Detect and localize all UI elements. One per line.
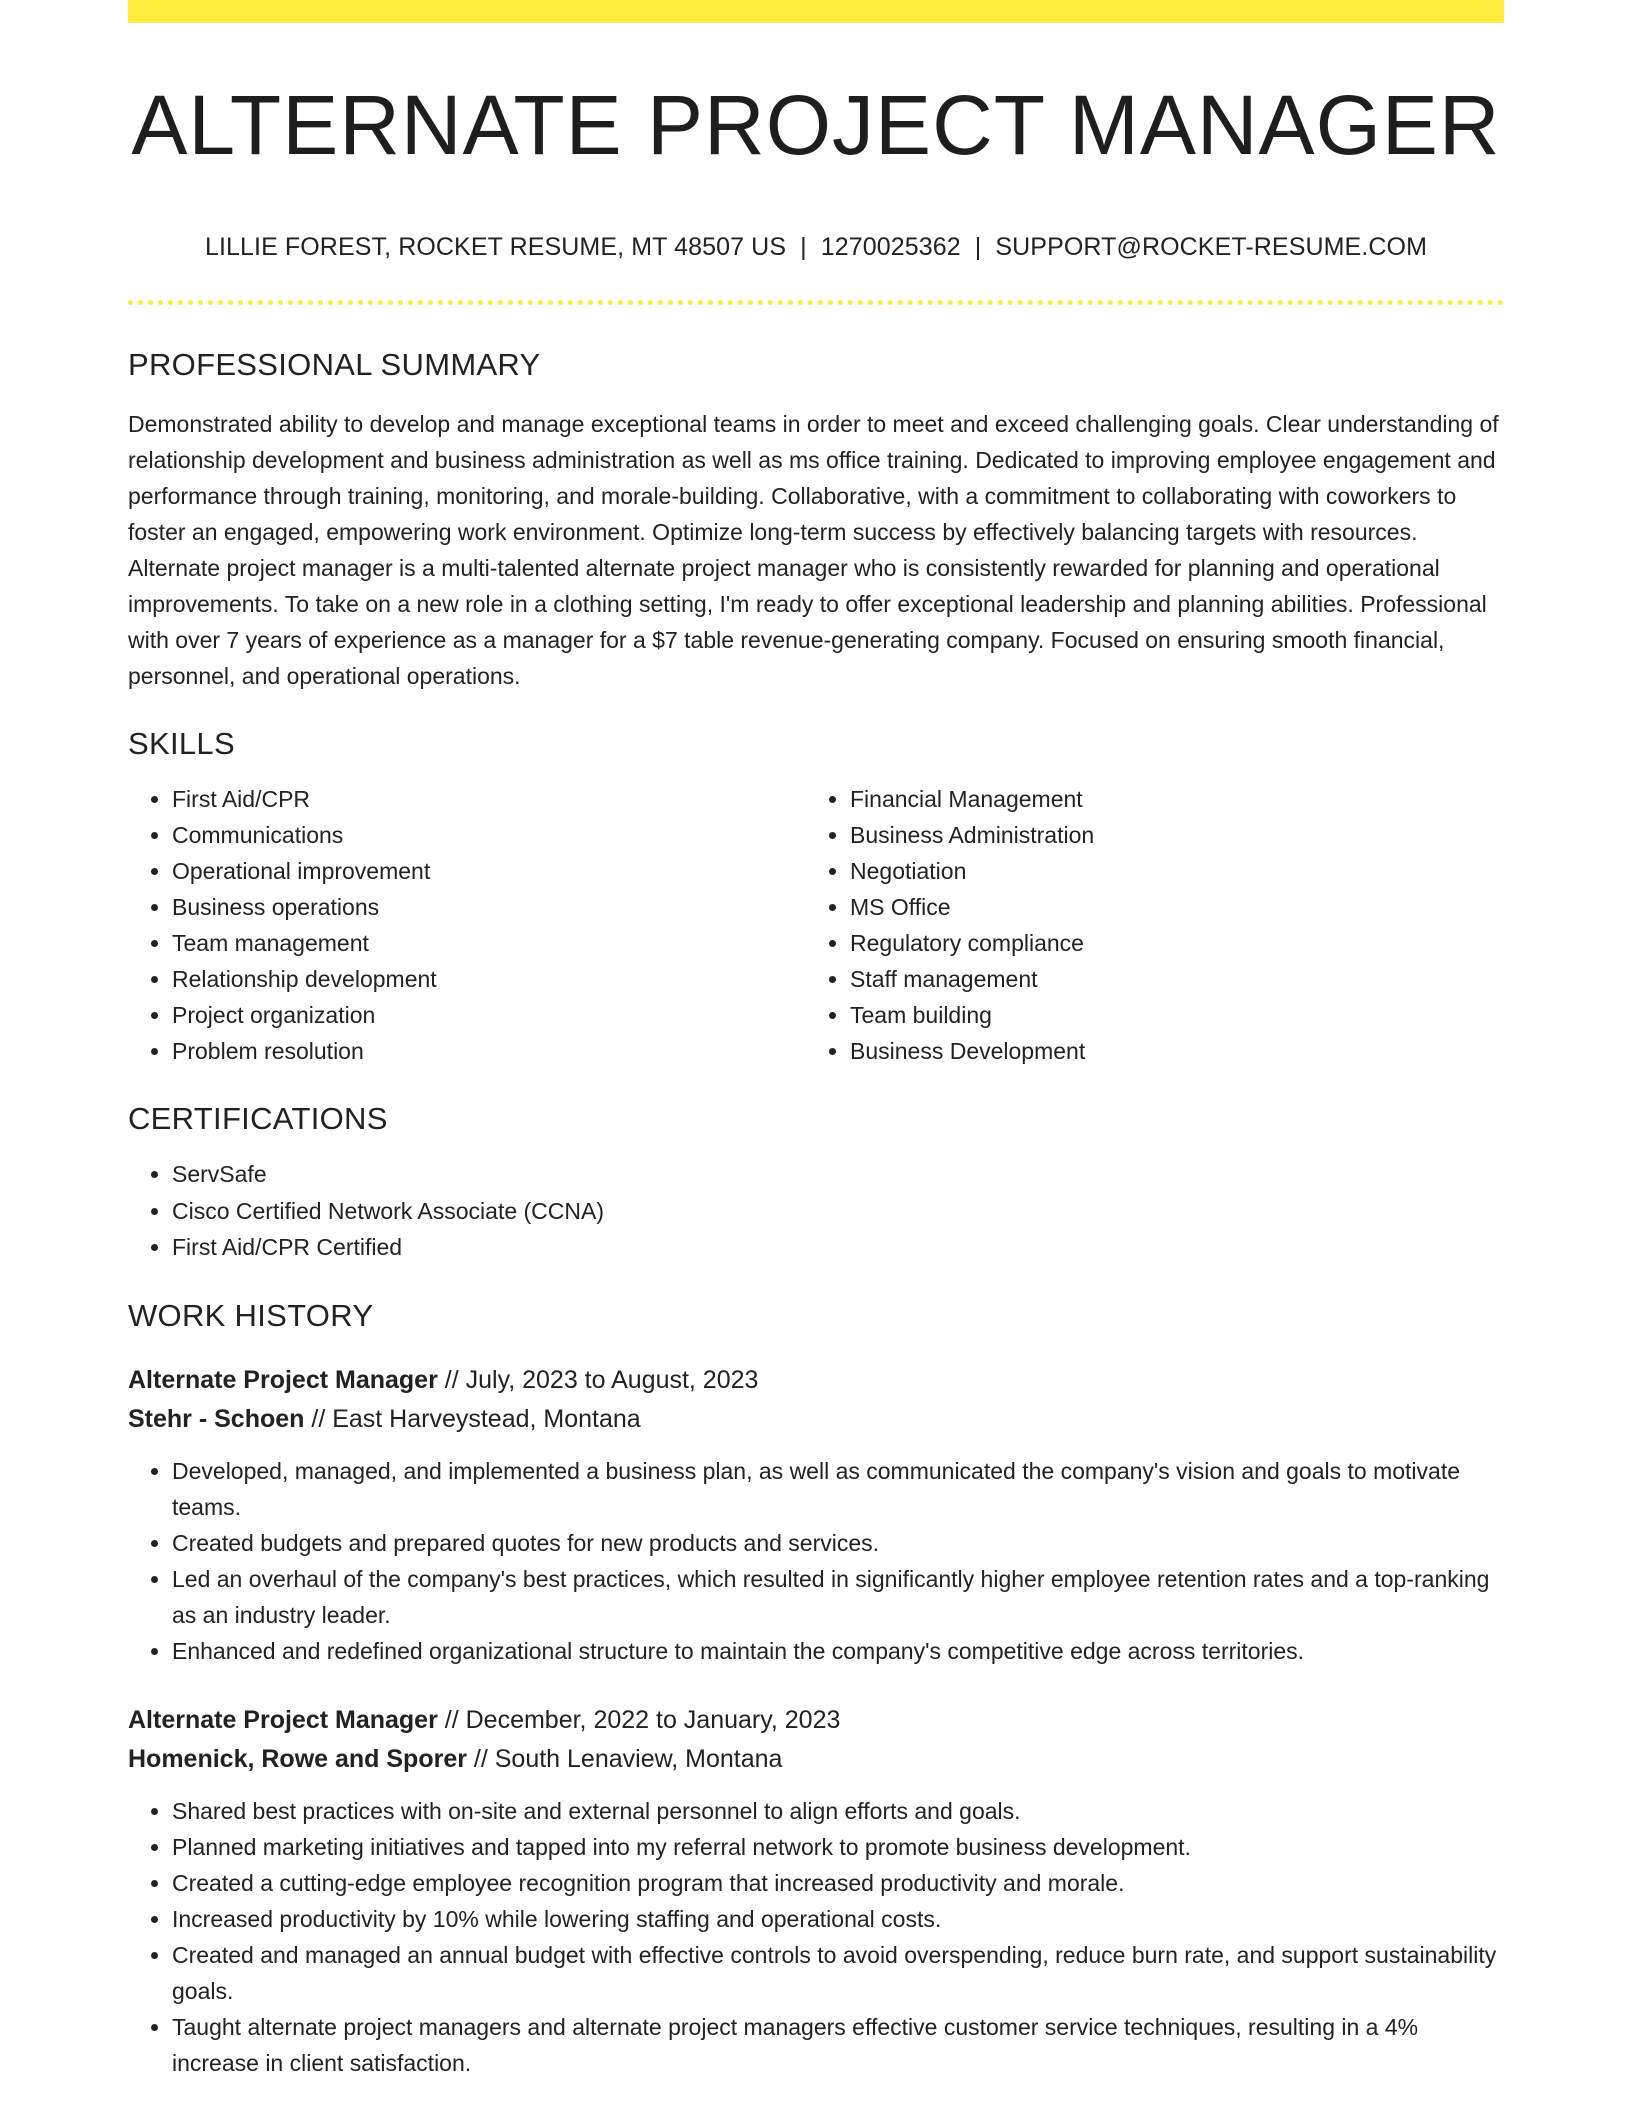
job-entry <box>128 1361 1504 1669</box>
resume-page <box>128 0 1504 2081</box>
job-dates: // December, 2022 to January, 2023 <box>437 1705 841 1734</box>
skill-item: • MS Office <box>850 889 1504 925</box>
skills-list-right <box>806 781 1504 1069</box>
job-entry <box>128 1701 1504 2081</box>
contact-separator: | <box>974 233 982 261</box>
job-location: // East Harveystead, Montana <box>304 1404 641 1433</box>
job-dates: // July, 2023 to August, 2023 <box>437 1365 759 1394</box>
skill-item: • Negotiation <box>850 853 1504 889</box>
job-bullet: • Created budgets and prepared quotes for new products and services. <box>172 1525 1504 1561</box>
job-company-line <box>128 1740 1504 1779</box>
skill-item: • Business Administration <box>850 817 1504 853</box>
job-bullet: • Created and managed an annual budget with effective controls to avoid overspending, reduce burn rate, and support sustainability goals. <box>172 1937 1504 2009</box>
skills-list-left <box>128 781 806 1069</box>
contact-phone: 1270025362 <box>820 233 961 261</box>
skill-item: • Team building <box>850 997 1504 1033</box>
job-bullet: • Planned marketing initiatives and tapped into my referral network to promote business development. <box>172 1829 1504 1865</box>
job-bullet: • Created a cutting-edge employee recognition program that increased productivity and morale. <box>172 1865 1504 1901</box>
skill-item: • Staff management <box>850 961 1504 997</box>
work-history-heading: WORK HISTORY <box>128 1297 374 1333</box>
skills-heading: SKILLS <box>128 726 235 761</box>
page-title: ALTERNATE PROJECT MANAGER <box>131 78 1501 172</box>
job-title: Alternate Project Manager <box>128 1365 438 1394</box>
skill-item: • Regulatory compliance <box>850 925 1504 961</box>
job-title-line <box>128 1701 1504 1740</box>
skill-item: • Operational improvement <box>172 853 806 889</box>
skill-item: • Team management <box>172 925 806 961</box>
job-bullet: • Shared best practices with on-site and external personnel to align efforts and goals. <box>172 1793 1504 1829</box>
certification-item: • ServSafe <box>172 1156 1504 1193</box>
job-bullet: • Led an overhaul of the company's best practices, which resulted in significantly higher employee retention rates and a top-ranking as an industry leader. <box>172 1561 1504 1633</box>
job-bullets <box>128 1453 1504 1669</box>
job-company-line <box>128 1400 1504 1439</box>
skill-item: • Communications <box>172 817 806 853</box>
certification-item: • Cisco Certified Network Associate (CCNA) <box>172 1193 1504 1230</box>
accent-top-bar <box>128 0 1504 23</box>
certifications-heading: CERTIFICATIONS <box>128 1101 388 1136</box>
contact-separator: | <box>800 233 807 261</box>
certifications-list <box>128 1156 1504 1266</box>
skill-item: • Problem resolution <box>172 1033 806 1069</box>
skill-item: • Project organization <box>172 997 806 1033</box>
contact-line <box>128 235 1504 260</box>
dotted-divider <box>128 300 1504 305</box>
skill-item: • Business Development <box>850 1033 1504 1069</box>
contact-address: LILLIE FOREST, ROCKET RESUME, MT 48507 US <box>204 233 787 261</box>
summary-heading: PROFESSIONAL SUMMARY <box>128 347 541 382</box>
certification-item: • First Aid/CPR Certified <box>172 1229 1504 1266</box>
job-bullet: • Enhanced and redefined organizational structure to maintain the company's competitive edge across territories. <box>172 1633 1504 1669</box>
job-title: Alternate Project Manager <box>128 1705 438 1734</box>
job-bullet: • Increased productivity by 10% while lowering staffing and operational costs. <box>172 1901 1504 1937</box>
skill-item: • Financial Management <box>850 781 1504 817</box>
summary-text: Demonstrated ability to develop and manage exceptional teams in order to meet and exceed challenging goals. Clear understanding of relationship development and business administration as well as ms office training. Dedicated to improving employee engagement and performance through training, monitoring, and morale-building. Collaborative, with a commitment to collaborating with coworkers to foster an engaged, empowering work environment. Optimize long-term success by effectively balancing targets with resources. Alternate project manager is a multi-talented alternate project manager who is consistently rewarded for planning and operational improvements. To take on a new role in a clothing setting, I'm ready to offer exceptional leadership and planning abilities. Professional with over 7 years of experience as a manager for a $7 table revenue-generating company. Focused on ensuring smooth financial, personnel, and operational operations. <box>128 411 1499 689</box>
skill-item: • Relationship development <box>172 961 806 997</box>
job-company: Homenick, Rowe and Sporer <box>128 1744 467 1773</box>
skills-columns <box>128 781 1504 1069</box>
contact-email: SUPPORT@ROCKET-RESUME.COM <box>995 233 1428 261</box>
job-location: // South Lenaview, Montana <box>466 1744 783 1773</box>
job-bullets <box>128 1793 1504 2081</box>
job-company: Stehr - Schoen <box>128 1404 305 1433</box>
skill-item: • First Aid/CPR <box>172 781 806 817</box>
skill-item: • Business operations <box>172 889 806 925</box>
job-bullet: • Developed, managed, and implemented a business plan, as well as communicated the company's vision and goals to motivate teams. <box>172 1453 1504 1525</box>
job-bullet: • Taught alternate project managers and alternate project managers effective customer service techniques, resulting in a 4% increase in client satisfaction. <box>172 2009 1504 2081</box>
job-title-line <box>128 1361 1504 1400</box>
